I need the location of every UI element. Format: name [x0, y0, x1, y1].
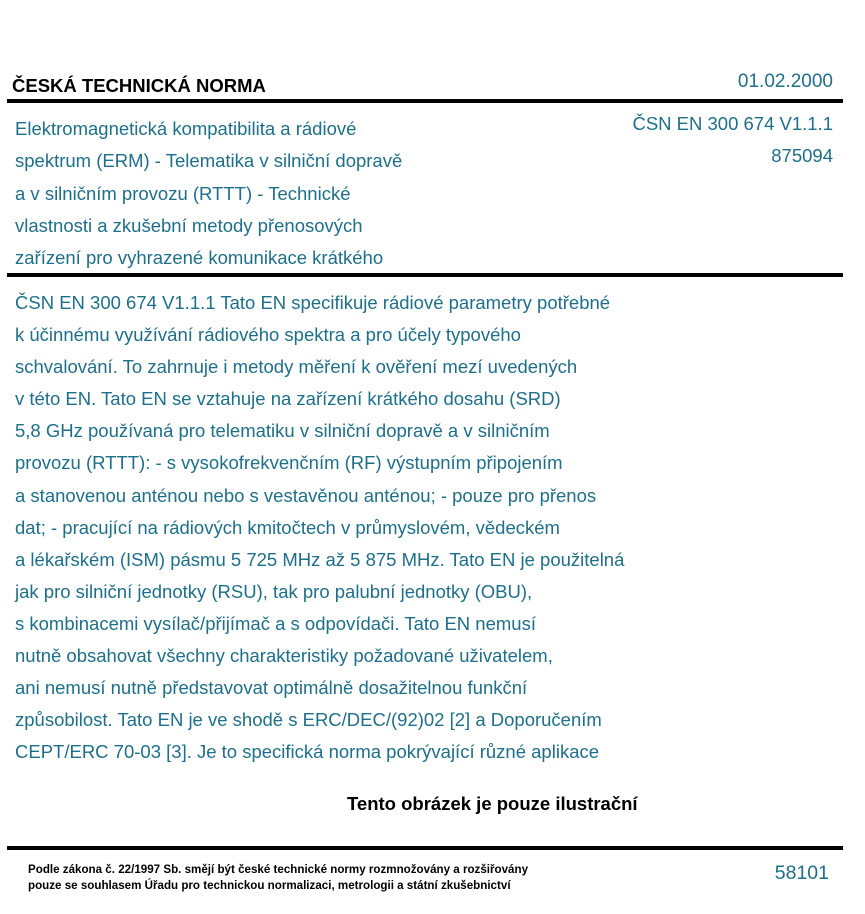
header-divider [7, 99, 843, 103]
abstract-line: a lékařském (ISM) pásmu 5 725 MHz až 5 875 MHz. Tato EN je použitelná [15, 548, 625, 570]
abstract-line: provozu (RTTT): - s vysokofrekvenčním (RF) výstupním připojením [15, 452, 563, 474]
abstract-line: způsobilost. Tato EN je ve shodě s ERC/DEC/(92)02 [2] a Doporučením [15, 709, 602, 731]
classification-code: 875094 [771, 145, 833, 166]
illustration-disclaimer: Tento obrázek je pouze ilustrační [347, 793, 638, 814]
abstract-line: v této EN. Tato EN se vztahuje na zařízení krátkého dosahu (SRD) [15, 388, 561, 410]
standard-title [15, 113, 485, 274]
abstract-line: CEPT/ERC 70-03 [3]. Je to specifická norma pokrývající různé aplikace [15, 741, 600, 763]
abstract-line: jak pro silniční jednotky (RSU), tak pro palubní jednotky (OBU), [15, 580, 533, 602]
abstract-line: dat; - pracující na rádiových kmitočtech v průmyslovém, vědeckém [15, 516, 560, 538]
title-divider [7, 273, 843, 277]
abstract-line: ani nemusí nutně představovat optimálně dosažitelnou funkční [15, 677, 528, 699]
standard-number: ČSN EN 300 674 V1.1.1 [632, 113, 833, 134]
legal-notice [28, 862, 528, 894]
standard-title-line: spektrum (ERM) - Telematika v silniční dopravě [15, 150, 403, 172]
standard-title-line: Elektromagnetická kompatibilita a rádiové [15, 118, 357, 139]
abstract-line: 5,8 GHz používaná pro telematiku v silniční dopravě a v silničním [15, 420, 550, 442]
standard-title-line: vlastnosti a zkušební metody přenosových [15, 214, 363, 236]
legal-notice-line: pouze se souhlasem Úřadu pro technickou normalizaci, metrologii a státní zkušebnictví [28, 879, 511, 892]
abstract-text [15, 287, 745, 768]
abstract-line: a stanovenou anténou nebo s vestavěnou anténou; - pouze pro přenos [15, 484, 597, 506]
footer-divider [7, 846, 843, 850]
abstract-line: s kombinacemi vysílač/přijímač a s odpovídači. Tato EN nemusí [15, 612, 536, 634]
standard-title-line: a v silničním provozu (RTTT) - Technické [15, 182, 351, 204]
standard-title-line: zařízení pro vyhrazené komunikace krátkého [15, 247, 384, 269]
document-code: 58101 [774, 862, 829, 884]
document-date: 01.02.2000 [737, 71, 833, 92]
abstract-line: nutně obsahovat všechny charakteristiky požadované uživatelem, [15, 645, 553, 667]
abstract-line: schvalování. To zahrnuje i metody měření k ověření mezí uvedených [15, 356, 578, 378]
abstract-line: ČSN EN 300 674 V1.1.1 Tato EN specifikuje rádiové parametry potřebné [15, 292, 611, 313]
document-header-title: ČESKÁ TECHNICKÁ NORMA [12, 75, 266, 96]
abstract-line: k účinnému využívání rádiového spektra a pro účely typového [15, 324, 521, 346]
legal-notice-line: Podle zákona č. 22/1997 Sb. smějí být české technické normy rozmnožovány a rozšiřovány [28, 863, 529, 876]
